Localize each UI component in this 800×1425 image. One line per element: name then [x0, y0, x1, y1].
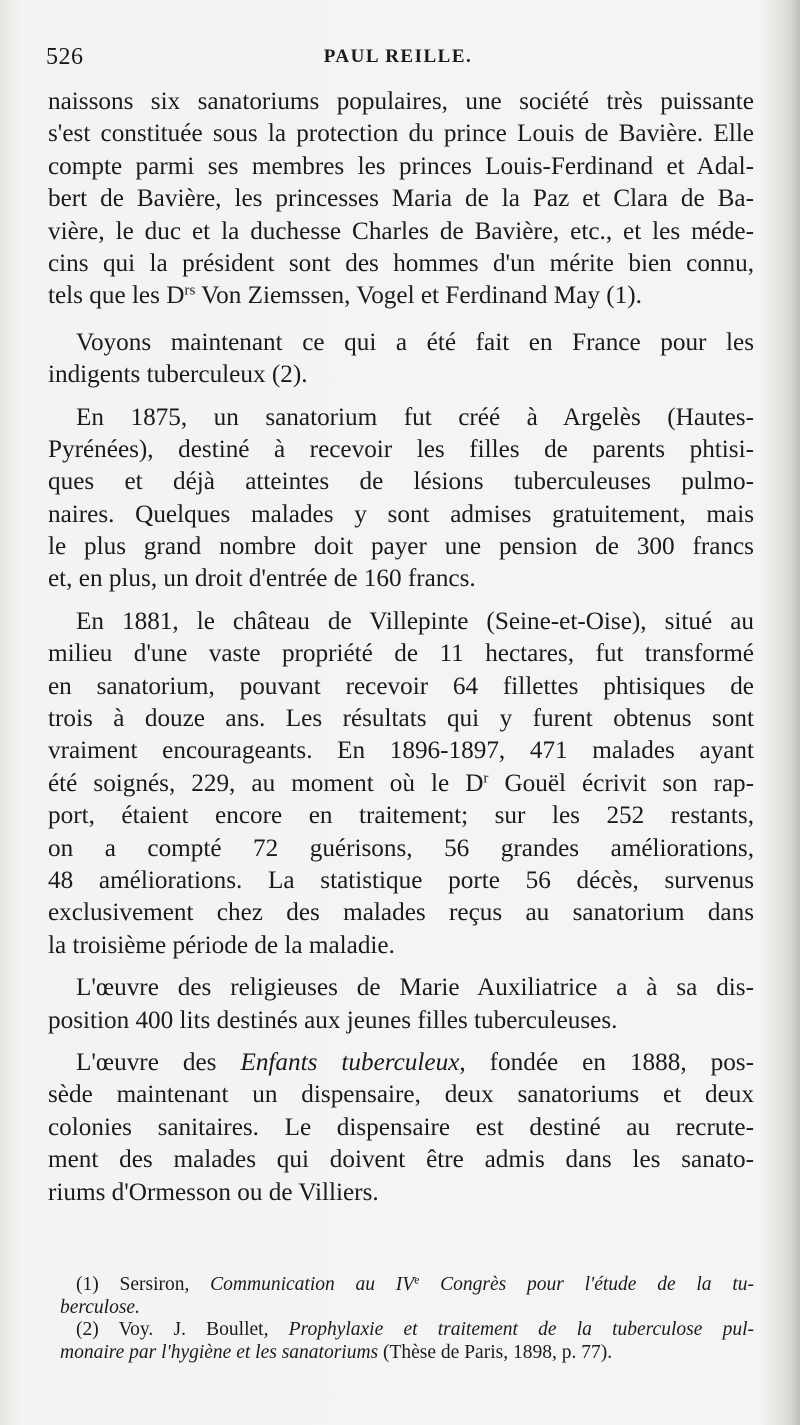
- page-header: [46, 44, 750, 74]
- p4-line: été soignés, 229, au moment où le $D^r$ Gouël écrivit son rap-: [48, 769, 754, 797]
- p4-line: exclusivement chez des malades reçus au sanatorium dans: [48, 899, 754, 927]
- p1-line: bert de Bavière, les princesses Maria de la Paz et Clara de Ba-: [48, 185, 754, 213]
- p2-line: indigents tuberculeux (2).: [48, 361, 308, 389]
- p1-line: s'est constituée sous la protection du prince Louis de Bavière. Elle: [48, 120, 754, 148]
- p3-line: naires. Quelques malades y sont admises gratuitement, mais: [48, 500, 754, 528]
- p3-line: Pyrénées), destiné à recevoir les filles de parents phtisi-: [48, 435, 754, 463]
- footnote-2-cont: monaire par l'hygiène et les sanatoriums (Thèse de Paris, 1898, p. 77).: [60, 1341, 613, 1363]
- p1-line: vière, le duc et la duchesse Charles de Bavière, etc., et les méde-: [48, 217, 754, 245]
- page-number: 526: [46, 44, 84, 70]
- p3-line: En 1875, un sanatorium fut créé à Argelès (Hautes-: [76, 403, 754, 431]
- p6-line: L'œuvre des Enfants tuberculeux, fondée en 1888, pos-: [76, 1048, 754, 1076]
- p6-line: colonies sanitaires. Le dispensaire est destiné au recrute-: [48, 1113, 754, 1141]
- body-text: [48, 86, 754, 1209]
- p4-line: En 1881, le château de Villepinte (Seine-et-Oise), situé au: [76, 607, 754, 635]
- p1-line: cins qui la président sont des hommes d'un mérite bien connu,: [48, 249, 754, 277]
- p3-line: le plus grand nombre doit payer une pension de 300 francs: [48, 533, 754, 561]
- p5-line: position 400 lits destinés aux jeunes filles tuberculeuses.: [48, 1006, 618, 1034]
- p4-line: vraiment encourageants. En 1896-1897, 471 malades ayant: [48, 737, 754, 765]
- footnotes: [60, 1274, 754, 1364]
- p1-line: compte parmi ses membres les princes Louis-Ferdinand et Adal-: [48, 152, 754, 180]
- p5-line: L'œuvre des religieuses de Marie Auxiliatrice a à sa dis-: [76, 974, 754, 1002]
- p4-line: la troisième période de la maladie.: [48, 931, 395, 959]
- footnote-2: (2) Voy. J. Boullet, Prophylaxie et traitement de la tuberculose pul-: [76, 1319, 754, 1340]
- p3-line: et, en plus, un droit d'entrée de 160 francs.: [48, 565, 476, 593]
- p4-line: on a compté 72 guérisons, 56 grandes améliorations,: [48, 834, 754, 862]
- p6-line: ment des malades qui doivent être admis dans les sanato-: [48, 1146, 754, 1174]
- footnote-1: (1) Sersiron, Communication au IVe Congrès pour l'étude de la tu-: [76, 1273, 754, 1295]
- p2-line: Voyons maintenant ce qui a été fait en France pour les: [76, 328, 754, 356]
- footnote-1-cont: berculose.: [60, 1296, 140, 1318]
- p6-line: sède maintenant un dispensaire, deux sanatoriums et deux: [48, 1081, 754, 1109]
- p4-line: milieu d'une vaste propriété de 11 hectares, fut transformé: [48, 640, 754, 668]
- p6-line: riums d'Ormesson ou de Villiers.: [48, 1178, 379, 1206]
- p3-line: ques et déjà atteintes de lésions tuberculeuses pulmo-: [48, 468, 754, 496]
- p4-line: trois à douze ans. Les résultats qui y furent obtenus sont: [48, 705, 754, 733]
- p1-line-last: tels que les $D^{rs}$ Von Ziemssen, Vogel et Ferdinand May (1).: [48, 282, 642, 310]
- running-head: PAUL REILLE.: [323, 46, 473, 67]
- p4-line: 48 améliorations. La statistique porte 56 décès, survenus: [48, 866, 754, 894]
- p4-line: port, étaient encore en traitement; sur les 252 restants,: [48, 802, 754, 830]
- p1-line: naissons six sanatoriums populaires, une société très puissante: [48, 88, 754, 115]
- p4-line: en sanatorium, pouvant recevoir 64 fillettes phtisiques de: [48, 672, 754, 700]
